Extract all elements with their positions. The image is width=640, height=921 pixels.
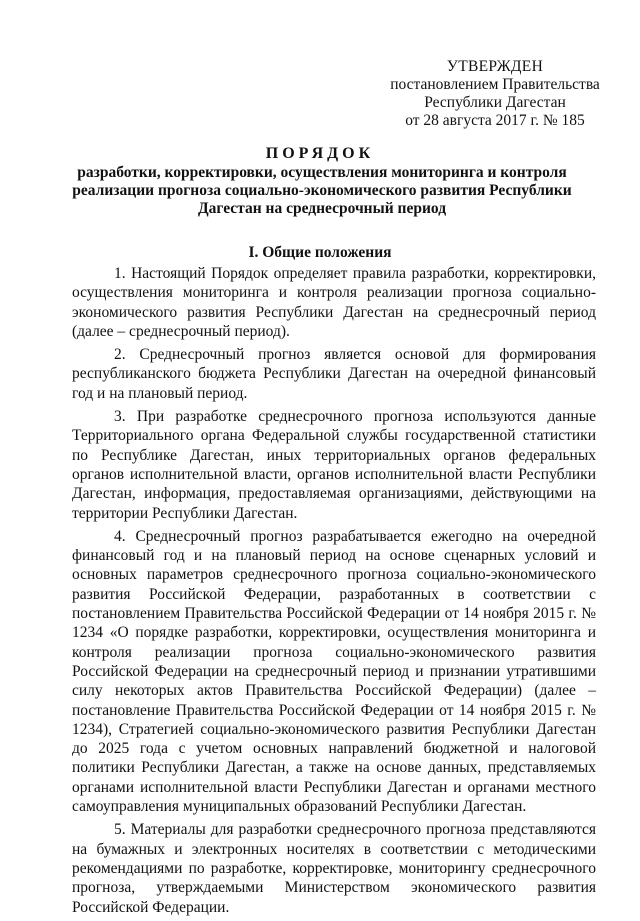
document-subtitle: разработки, корректировки, осуществления мониторинга и контроля реализации прогноза социально-экономического развития Республики Дагестан на среднесрочный период xyxy=(72,164,572,217)
approval-line-2: Республики Дагестан xyxy=(424,94,566,111)
section-body xyxy=(72,264,596,921)
approval-line-3: от 28 августа 2017 г. № 185 xyxy=(405,112,585,129)
paragraph-3: 3. При разработке среднесрочного прогноза используются данные Территориального органа Федеральной службы государственной статистики по Республике Дагестан, иных территориальных органов федеральных органов исполнительной власти, органов исполнительной власти Республики Дагестан, информация, предоставляемая организациями, действующими на территории Республики Дагестан. xyxy=(72,408,596,522)
approval-title: УТВЕРЖДЕН xyxy=(446,58,544,75)
approval-line-1: постановлением Правительства xyxy=(390,76,600,93)
paragraph-1: 1. Настоящий Порядок определяет правила разработки, корректировки, осуществления мониторинга и контроля реализации прогноза социально-экономического развития Республики Дагестан на среднесрочный период (далее – среднесрочный период). xyxy=(72,265,596,340)
paragraph-4: 4. Среднесрочный прогноз разрабатывается ежегодно на очередной финансовый год и на плановый период на основе сценарных условий и основных параметров среднесрочного прогноза социально-экономического развития Российской Федерации, разработанных в соответствии с постановлением Правительства Российской Федерации от 14 ноября 2015 г. № 1234 «О порядке разработки, корректировки, осуществления мониторинга и контроля реализации прогноза социально-экономического развития Российской Федерации на среднесрочный период и признании утратившими силу некоторых актов Правительства Российской Федерации) (далее – постановление Правительства Российской Федерации от 14 ноября 2015 г. № 1234), Стратегией социально-экономического развития Республики Дагестан до 2025 года с учетом основных направлений бюджетной и налоговой политики Республики Дагестан, а также на основе данных, представляемых органами исполнительной власти Республики Дагестан и органами местного самоуправления муниципальных образований Республики Дагестан. xyxy=(72,527,596,816)
document-title: ПОРЯДОК xyxy=(265,145,375,162)
approval-stamp xyxy=(380,58,610,130)
paragraph-5: 5. Материалы для разработки среднесрочного прогноза представляются на бумажных и электронных носителях в соответствии с методическими рекомендациями по разработке, корректировке, мониторингу среднесрочного прогноза, утверждаемыми Министерством экономического развития Российской Федерации. xyxy=(72,821,596,916)
section-heading: I. Общие положения xyxy=(248,244,392,261)
paragraph-2: 2. Среднесрочный прогноз является основой для формирования республиканского бюджета Республики Дагестан на очередной финансовый год и на плановый период. xyxy=(72,346,596,402)
